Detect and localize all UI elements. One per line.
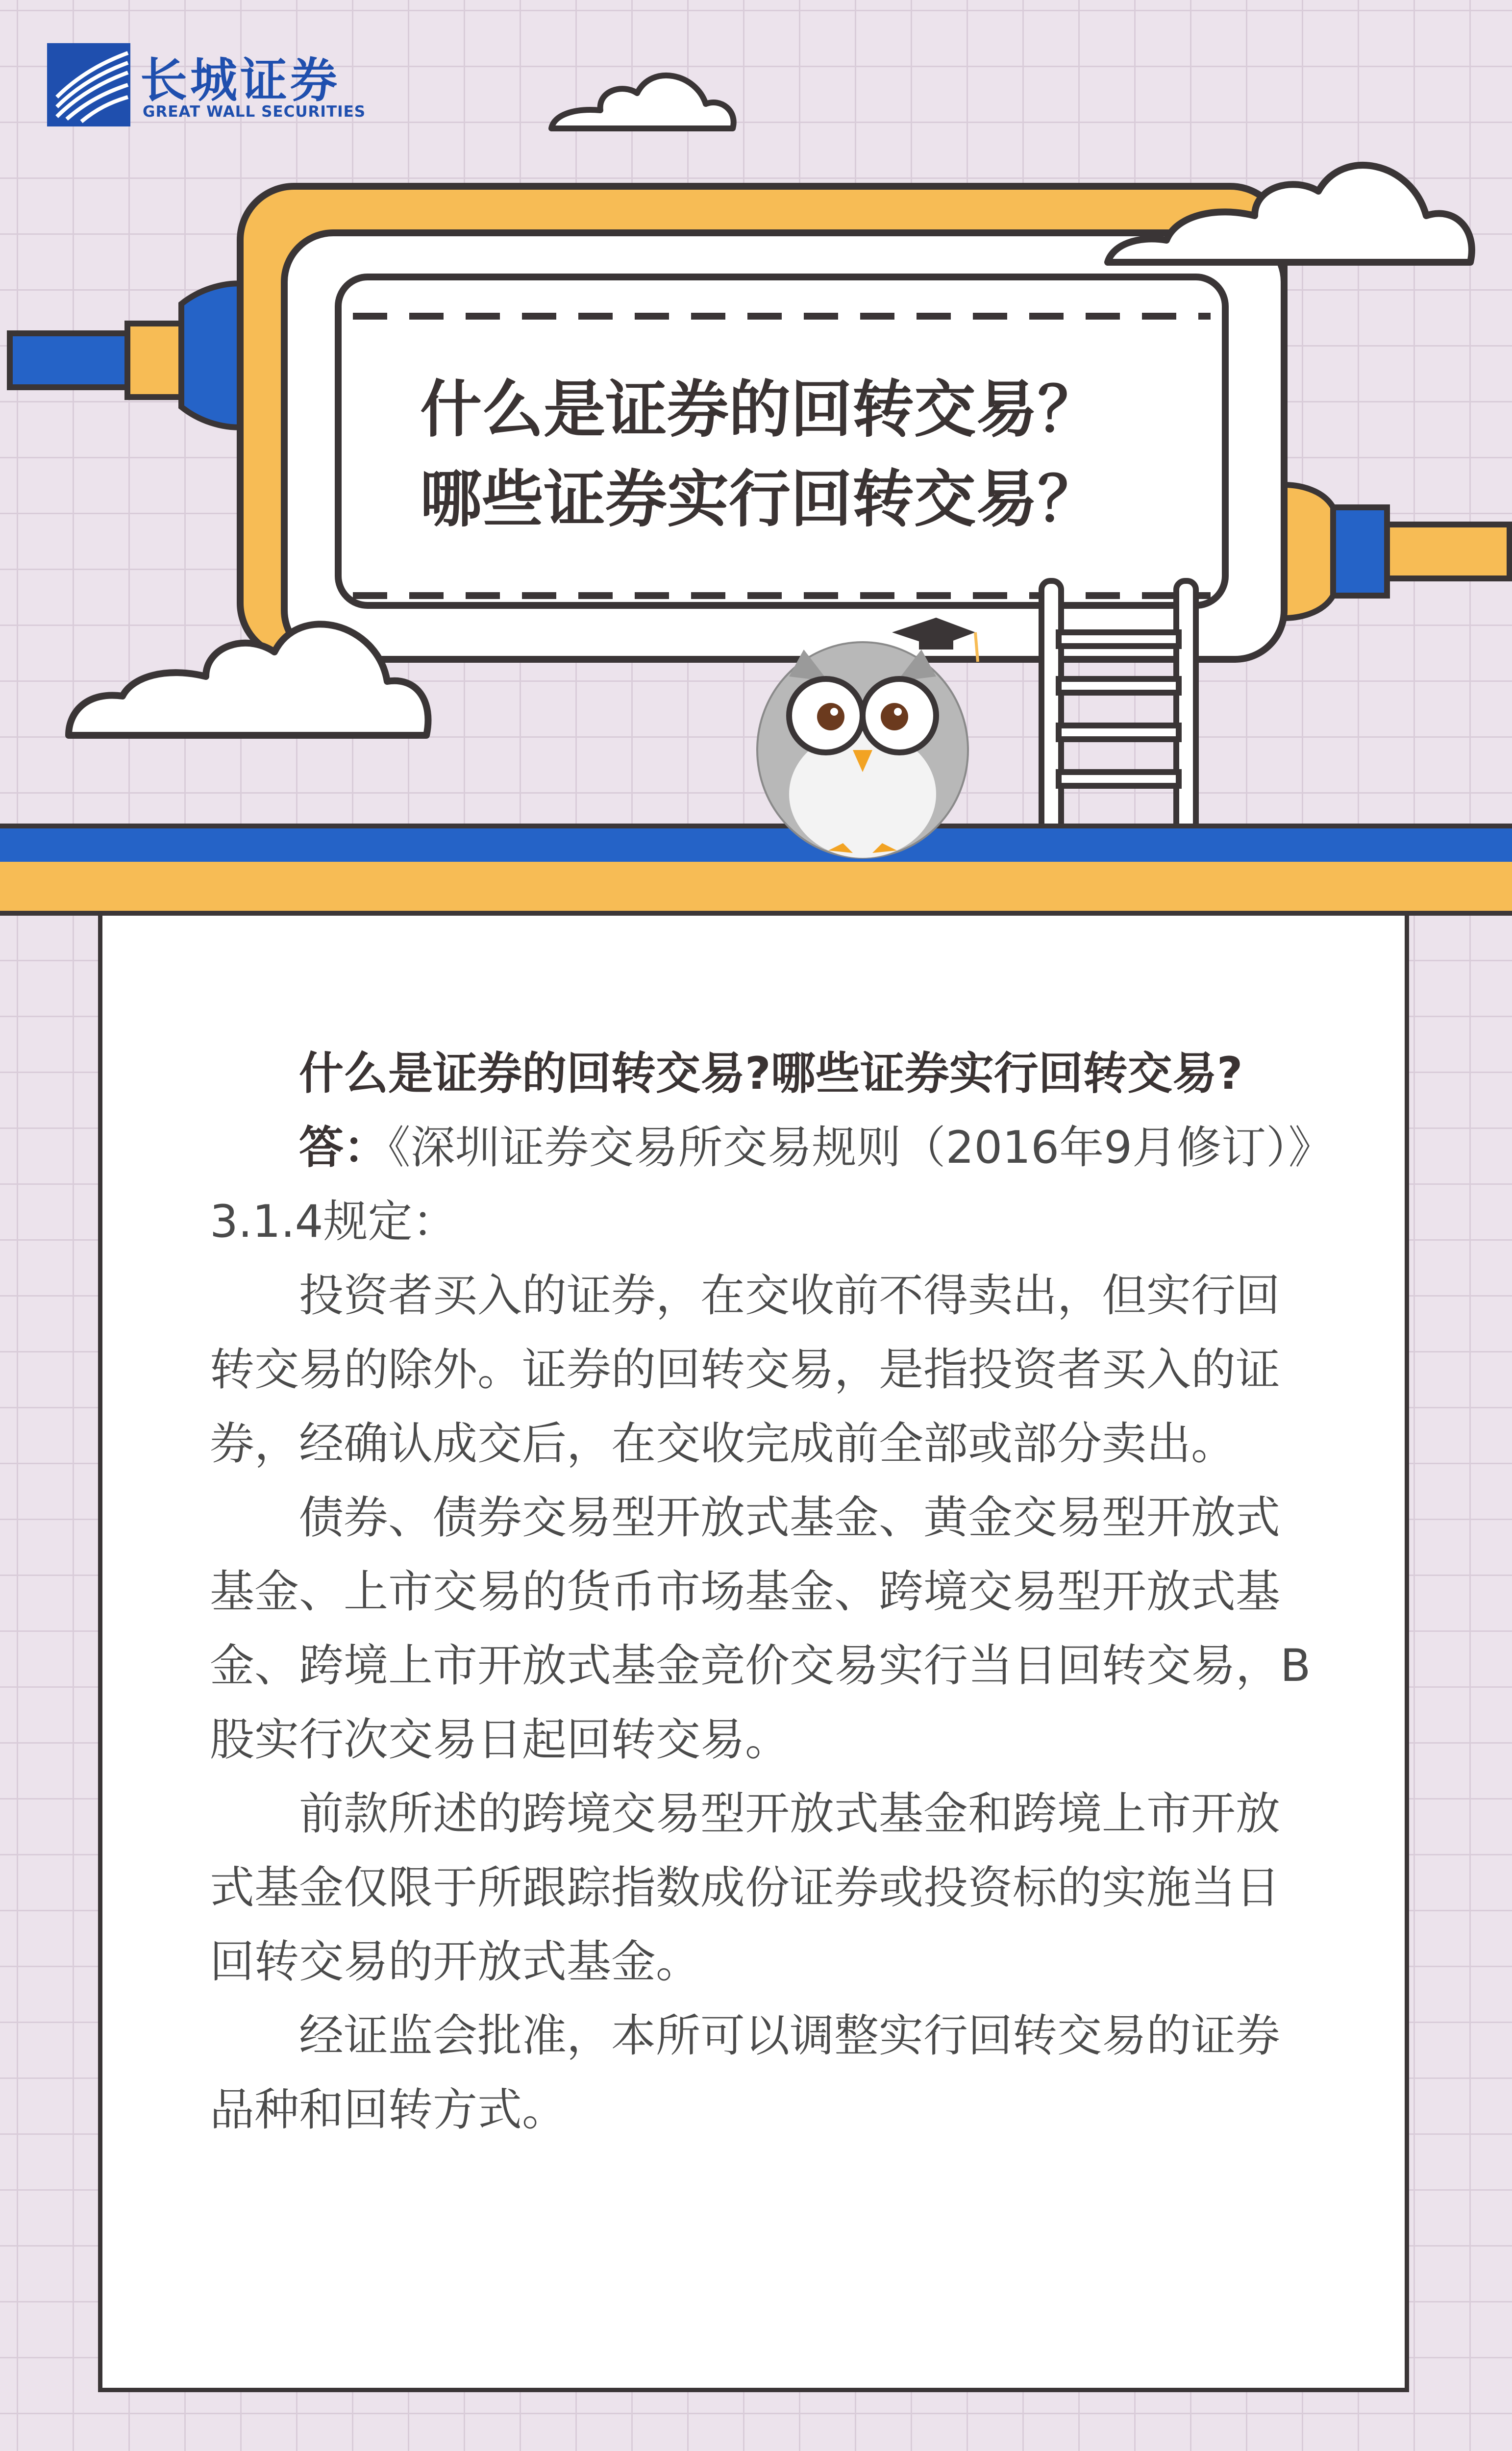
owl-mascot-icon: [730, 603, 995, 863]
article-paragraph: 投资者买入的证券，在交收前不得卖出，但实行回转交易的除外。证券的回转交易，是指投资者买入的证券，经确认成交后，在交收完成前全部或部分卖出。: [210, 1270, 1281, 1470]
article-question: 什么是证券的回转交易?哪些证券实行回转交易?: [299, 1048, 1243, 1100]
article-paragraph: 经证监会批准，本所可以调整实行回转交易的证券品种和回转方式。: [210, 2010, 1281, 2136]
banner-title: [343, 365, 1176, 544]
banner-title-line-1: 什么是证券的回转交易？: [420, 374, 1099, 446]
brand-name: 长城证券: [140, 53, 340, 108]
shelf-yellow-stripe: [0, 862, 1512, 916]
answer-label: 答：: [299, 1122, 389, 1174]
cloud-icon: [551, 75, 734, 128]
brand-subtitle: GREAT WALL SECURITIES: [143, 103, 366, 121]
article-answer-intro: [210, 1111, 1317, 1259]
article-paragraph: 前款所述的跨境交易型开放式基金和跨境上市开放式基金仅限于所跟踪指数成份证券或投资标的实施当日回转交易的开放式基金。: [210, 1788, 1281, 1988]
answer-intro-text: 《深圳证券交易所交易规则（2016年9月修订）》3.1.4规定：: [210, 1122, 1311, 1248]
article-body: [210, 1037, 1317, 2147]
banner-title-line-2: 哪些证券实行回转交易？: [420, 463, 1099, 535]
article-paragraph: 债券、债券交易型开放式基金、黄金交易型开放式基金、上市交易的货币市场基金、跨境交易型开放式基金、跨境上市开放式基金竞价交易实行当日回转交易，B股实行次交易日起回转交易。: [210, 1492, 1311, 1766]
